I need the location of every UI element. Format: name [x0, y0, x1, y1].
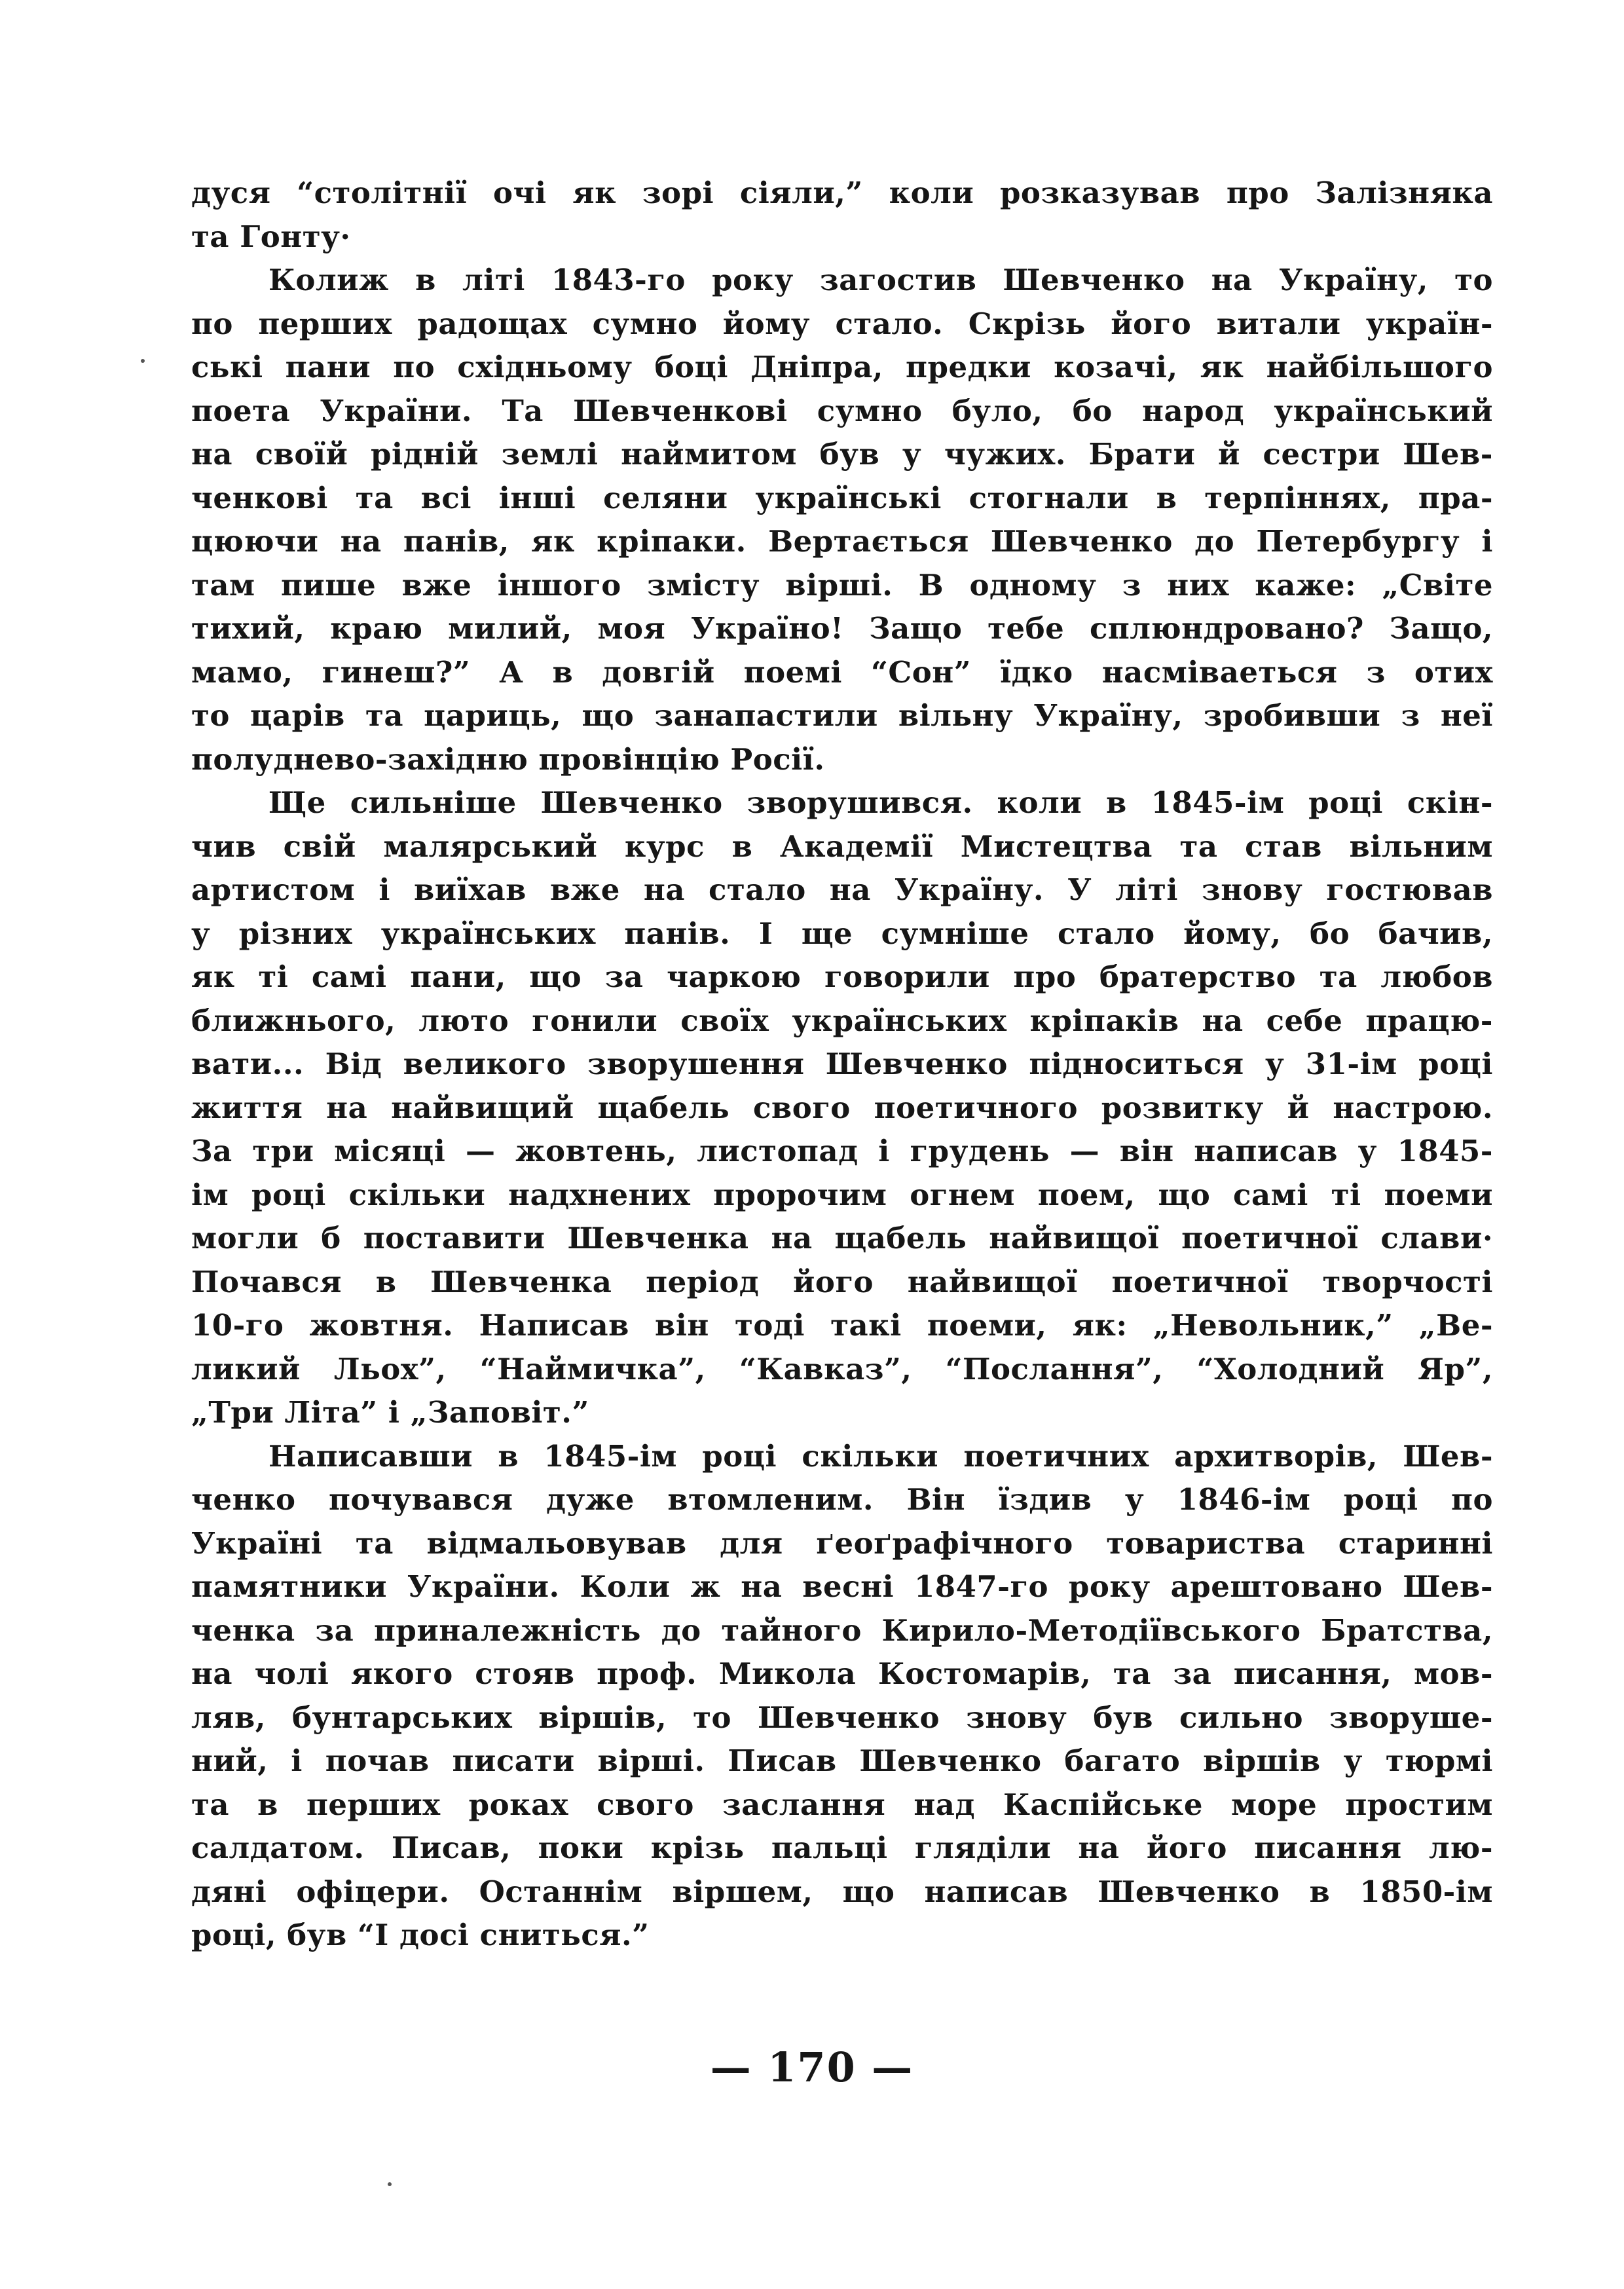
page-number: — 170 —: [710, 2043, 914, 2091]
text-line: памятники України. Коли ж на весні 1847-го року арештовано Шев-: [191, 1569, 1493, 1604]
text-line: ченка за приналежність до тайного Кирило-Методіївського Братства,: [191, 1612, 1493, 1648]
text-line: ний, і почав писати вірші. Писав Шевченко багато віршів у тюрмі: [191, 1743, 1493, 1778]
text-line: поета України. Та Шевченкові сумно було, бо народ український: [191, 393, 1493, 428]
text-line: тихий, краю милий, моя Україно! Защо тебе сплюндровано? Защо,: [191, 611, 1493, 646]
body-text: [191, 172, 1493, 1958]
text-line: та в перших роках свого заслання над Каспійське море простим: [191, 1787, 1493, 1822]
text-line: життя на найвищий щабель свого поетичного розвитку й настрою.: [191, 1090, 1493, 1125]
text-line: там пише вже іншого змісту вірші. В одному з них каже: „Світе: [191, 567, 1493, 603]
scan-speck: [141, 359, 145, 363]
text-line: на чолі якого стояв проф. Микола Костомарів, та за писання, мов-: [191, 1656, 1493, 1691]
text-line: Україні та відмальовував для ґеоґрафічного товариства старинні: [191, 1525, 1493, 1561]
text-line: артистом і виїхав вже на стало на Україну. У літі знову гостював: [191, 872, 1493, 907]
text-line: 10-го жовтня. Написав він тоді такі поеми, як: „Невольник,” „Ве-: [191, 1308, 1493, 1343]
text-line: ляв, бунтарських віршів, то Шевченко знову був сильно зворуше-: [191, 1700, 1493, 1735]
paragraph-start-line: Колиж в літі 1843-го року загостив Шевченко на Україну, то: [268, 263, 1493, 297]
scan-speck: [388, 2182, 392, 2186]
text-line: ім році скільки надхнених пророчим огнем поем, що самі ті поеми: [191, 1177, 1493, 1212]
text-line: та Гонту·: [191, 219, 351, 254]
text-line: ченкові та всі інші селяни українські стогнали в терпіннях, пра-: [191, 480, 1493, 515]
text-line: у різних українських панів. І ще сумніше стало йому, бо бачив,: [191, 916, 1493, 951]
text-line: ближнього, люто гонили своїх українських кріпаків на себе працю-: [191, 1003, 1493, 1038]
text-line: на своїй рідній землі наймитом був у чужих. Брати й сестри Шев-: [191, 437, 1493, 472]
text-line: За три місяці — жовтень, листопад і грудень — він написав у 1845-: [191, 1134, 1493, 1168]
text-line: дяні офіцери. Останнім віршем, що написав Шевченко в 1850-ім: [191, 1874, 1493, 1909]
text-line: цюючи на панів, як кріпаки. Вертається Шевченко до Петербургу і: [191, 524, 1493, 559]
text-line: могли б поставити Шевченка на щабель найвищої поетичної слави·: [191, 1221, 1493, 1256]
text-line: ликий Льох”, “Наймичка”, “Кавказ”, “Послання”, “Холодний Яр”,: [191, 1351, 1493, 1386]
text-line: мамо, гинеш?” А в довгій поемі “Сон” їдко насміваеться з отих: [191, 654, 1493, 690]
text-line: салдатом. Писав, поки крізь пальці гляділи на його писання лю-: [191, 1831, 1493, 1865]
text-line: ські пани по східньому боці Дніпра, предки козачі, як найбільшого: [191, 350, 1493, 384]
text-line: як ті самі пани, що за чаркою говорили про братерство та любов: [191, 959, 1493, 994]
text-line: по перших радощах сумно йому стало. Скрізь його витали україн-: [191, 306, 1493, 341]
text-line: ченко почувався дуже втомленим. Він їздив у 1846-ім році по: [191, 1482, 1493, 1517]
text-line: то царів та цариць, що занапастили вільну Україну, зробивши з неї: [191, 698, 1493, 733]
paragraph-start-line: Ще сильніше Шевченко зворушився. коли в 1845-ім році скін-: [268, 785, 1493, 820]
text-line: дуся “столітнії очі як зорі сіяли,” коли розказував про Залізняка: [191, 176, 1493, 210]
paragraph-start-line: Написавши в 1845-ім році скільки поетичних архитворів, Шев-: [268, 1438, 1493, 1474]
text-line: році, був “І досі сниться.”: [191, 1918, 650, 1952]
text-line: вати... Від великого зворушення Шевченко підноситься у 31-ім році: [191, 1047, 1493, 1081]
text-line: „Три Літа” і „Заповіт.”: [191, 1395, 589, 1430]
text-line: Почався в Шевченка період його найвищої поетичної творчості: [191, 1264, 1493, 1299]
text-line: полуднево-західню провінцію Росії.: [191, 741, 825, 777]
text-line: чив свій малярський курс в Академії Мистецтва та став вільним: [191, 828, 1493, 864]
